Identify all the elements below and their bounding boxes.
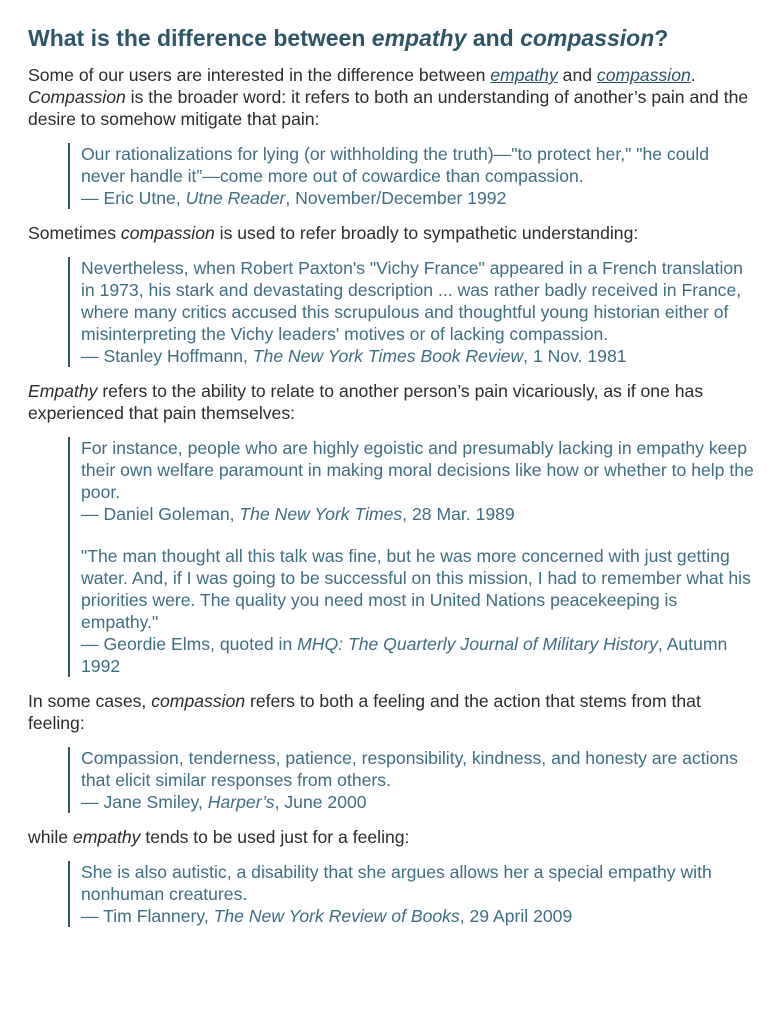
paragraph-text: In some cases,	[28, 691, 152, 711]
paragraph-text: and	[557, 65, 597, 85]
quote-utne	[68, 143, 754, 209]
empathy-link[interactable]: empathy	[490, 65, 558, 85]
quote-smiley	[68, 747, 754, 813]
citation-source: The New York Times	[239, 504, 403, 524]
quote-hoffmann	[68, 257, 754, 367]
title-text: What is the difference between	[28, 25, 372, 51]
paragraph-text: refers to the ability to relate to another person’s pain vicariously, as if one has experienced that pain themselves:	[28, 381, 704, 423]
citation-source: Harper’s	[207, 792, 275, 812]
paragraph-feeling-only	[28, 826, 754, 848]
citation-author: — Stanley Hoffmann,	[81, 346, 253, 366]
quote-flannery	[68, 861, 754, 927]
title-word-empathy: empathy	[371, 25, 467, 51]
paragraph-text: .	[690, 65, 696, 85]
quote-block	[81, 257, 754, 367]
paragraph-sympathetic	[28, 222, 754, 244]
citation-date: , November/December 1992	[285, 188, 507, 208]
citation-date: , June 2000	[274, 792, 367, 812]
title-word-compassion: compassion	[520, 25, 655, 51]
citation-author: — Geordie Elms, quoted in	[81, 634, 298, 654]
quote-block	[81, 747, 754, 813]
citation-date: , Autumn 1992	[81, 634, 728, 676]
citation-source: The New York Times Book Review	[252, 346, 524, 366]
intro-paragraph	[28, 64, 754, 130]
emphasized-word: Compassion	[28, 87, 126, 107]
quote-text: "The man thought all this talk was fine, but he was more concerned with just getting water. And, if I was going to be successful on this mission, I had to remember what his priorities were. The quality you need most in United Nations peacekeeping is empathy."	[81, 546, 751, 632]
citation-date: , 28 Mar. 1989	[402, 504, 515, 524]
emphasized-word: compassion	[120, 223, 215, 243]
quote-citation	[81, 503, 754, 525]
quote-text: Nevertheless, when Robert Paxton's "Vichy France" appeared in a French translation in 1973, his stark and devastating description ... was rather badly received in France, where many critics accused this scrupulous and thoughtful young historian either of misinterpreting the Vichy leaders' motives or of lacking compassion.	[81, 258, 743, 344]
quote-block	[81, 861, 754, 927]
paragraph-text: is used to refer broadly to sympathetic understanding:	[214, 223, 639, 243]
page-title	[28, 22, 754, 54]
citation-date: , 1 Nov. 1981	[523, 346, 627, 366]
quote-citation	[81, 633, 754, 677]
paragraph-feeling-action	[28, 690, 754, 734]
quote-goleman-elms	[68, 437, 754, 677]
quote-block	[81, 143, 754, 209]
citation-source: Utne Reader	[185, 188, 286, 208]
emphasized-word: Empathy	[28, 381, 98, 401]
paragraph-text: Sometimes	[28, 223, 121, 243]
quote-text: Our rationalizations for lying (or withholding the truth)—"to protect her," "he could never handle it”—come more out of cowardice than compassion.	[81, 144, 709, 186]
citation-author: — Eric Utne,	[81, 188, 186, 208]
emphasized-word: empathy	[72, 827, 141, 847]
paragraph-text: is the broader word: it refers to both an understanding of another’s pain and the desire to somehow mitigate that pain:	[28, 87, 749, 129]
compassion-link[interactable]: compassion	[596, 65, 691, 85]
paragraph-text: Some of our users are interested in the difference between	[28, 65, 491, 85]
quote-text: She is also autistic, a disability that she argues allows her a special empathy with nonhuman creatures.	[81, 862, 712, 904]
citation-source: MHQ: The Quarterly Journal of Military History	[297, 634, 658, 654]
paragraph-empathy-definition	[28, 380, 754, 424]
citation-author: — Tim Flannery,	[81, 906, 214, 926]
title-text: and	[466, 25, 521, 51]
quote-block	[81, 545, 754, 677]
citation-date: , 29 April 2009	[459, 906, 573, 926]
quote-citation	[81, 345, 754, 367]
quote-citation	[81, 791, 754, 813]
title-text: ?	[654, 25, 669, 51]
quote-text: Compassion, tenderness, patience, responsibility, kindness, and honesty are actions that elicit similar responses from others.	[81, 748, 738, 790]
paragraph-text: tends to be used just for a feeling:	[140, 827, 410, 847]
quote-text: For instance, people who are highly egoistic and presumably lacking in empathy keep their own welfare paramount in making moral decisions like how or whether to help the poor.	[81, 438, 754, 502]
citation-author: — Daniel Goleman,	[81, 504, 240, 524]
emphasized-word: compassion	[151, 691, 246, 711]
citation-source: The New York Review of Books	[213, 906, 460, 926]
paragraph-text: refers to both a feeling and the action that stems from that feeling:	[28, 691, 701, 733]
citation-author: — Jane Smiley,	[81, 792, 208, 812]
quote-citation	[81, 905, 754, 927]
quote-citation	[81, 187, 754, 209]
paragraph-text: while	[28, 827, 73, 847]
quote-block	[81, 437, 754, 525]
